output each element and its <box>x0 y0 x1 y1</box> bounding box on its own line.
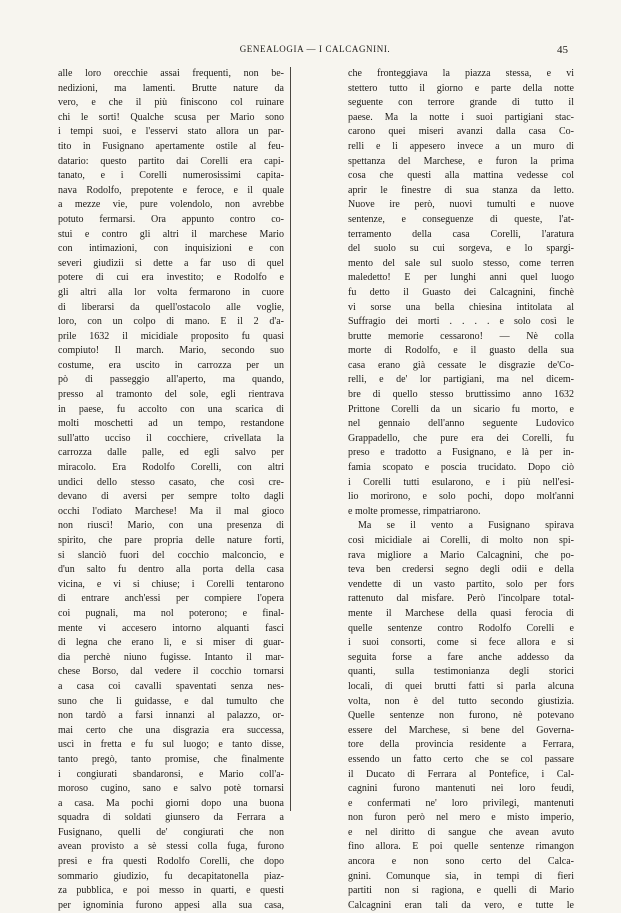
right-column <box>348 67 574 911</box>
text-line: stui e contro gli altri il marchese Mario <box>58 228 284 240</box>
text-line: compiuto! Il march. Mario, secondo suo <box>58 345 284 357</box>
text-line: severi giudizii si dette a far uso di quel <box>58 257 284 269</box>
text-line: bre di quello stesso bruttissimo anno 1632 <box>348 389 574 401</box>
text-line: dia perchè niuno fugisse. Intanto il mar- <box>58 651 284 663</box>
text-line: molti moschetti ad un tempo, restandone <box>58 418 284 430</box>
text-line: rattenuto dal misfare. Però l'incolpare total- <box>348 593 574 605</box>
text-line: quanti, sulla testimonianza degli storici <box>348 666 574 678</box>
text-line: suno che li guidasse, e dal tumulto che <box>58 695 284 707</box>
text-line: spettanza del Marchese, e furon la prima <box>348 155 574 167</box>
text-line: pò di passeggio all'aperto, ma quando, <box>58 374 284 386</box>
text-line: loro, con un colpo di mano. E il 2 d'a- <box>58 316 284 328</box>
text-line: potuto fermarsi. Ora appunto contro co- <box>58 213 284 225</box>
text-line: tanto pregò, tanto promise, che finalmente <box>58 753 284 765</box>
text-line: nel gennaio dell'anno seguente Ludovico <box>348 418 574 430</box>
text-line: carrozza dalle palle, ed egli salvo per <box>58 447 284 459</box>
text-line: si slanciò fuori del cocchio malconcio, e <box>58 549 284 561</box>
text-line: gnini. Comunque sia, in tempi di fieri <box>348 870 574 882</box>
text-line: lio morirono, e solo pochi, dopo molt'anni <box>348 491 574 503</box>
text-line: sommario giudizio, fu decapitatonella piaz- <box>58 870 284 882</box>
text-line: vero, e che il più finiscono col ruinare <box>58 97 284 109</box>
text-line: presi e fra questi Rodolfo Corelli, che dopo <box>58 856 284 868</box>
text-line: Nuove ire però, nuovi tumulti e nuove <box>348 199 574 211</box>
text-line: paese. Ma la notte i suoi partigiani stac- <box>348 111 574 123</box>
text-line: volta, non è del tutto secondo giustizia. <box>348 695 574 707</box>
text-line: mai certo che una disgrazia era successa, <box>58 724 284 736</box>
text-line: casa erano già cessate le disgrazie de'Co- <box>348 359 574 371</box>
text-line: ancora e non sono certo del Calca- <box>348 856 574 868</box>
text-line: Calcagnini eran tali da vero, e tutte le <box>348 899 574 911</box>
text-line: non tardò a farsi innanzi al palazzo, or- <box>58 710 284 722</box>
text-line: prile 1632 il micidiale proposito fu quasi <box>58 330 284 342</box>
text-line: Quelle sentenze non furono, nè potevano <box>348 710 574 722</box>
text-line: partiti non si ragiona, e quelli di Mario <box>348 885 574 897</box>
text-line: occhi l'odiato Marchese! Ma il mal gioco <box>58 505 284 517</box>
text-line: terramento della casa Corelli, l'aratura <box>348 228 574 240</box>
text-line: relli e li appesero invece a un muro di <box>348 140 574 152</box>
text-line: a casa coi cavalli spaventati senza nes- <box>58 680 284 692</box>
text-line: nava Rodolfo, prepotente e feroce, e il quale <box>58 184 284 196</box>
text-line: morte di Rodolfo, e il guasto della sua <box>348 345 574 357</box>
text-line: devano di aversi per sempre tolto dagli <box>58 491 284 503</box>
text-line: sentenze, e conseguenze di queste, l'at- <box>348 213 574 225</box>
text-line: Fusignano, quelli de' congiurati che non <box>58 826 284 838</box>
text-line: di legna che erano lì, e si miser di guar- <box>58 637 284 649</box>
text-line: con intimazioni, con inquisizioni e con <box>58 243 284 255</box>
text-line: mento del sale sul suolo stesso, come terren <box>348 257 574 269</box>
text-line: vicina, e vi si chiuse; i Corelli tentarono <box>58 578 284 590</box>
text-line: aprir le finestre di sua stanza da letto. <box>348 184 574 196</box>
text-line: avean provisto a sè stessi colla fuga, furono <box>58 841 284 853</box>
text-line: i suoi consorti, come si fece allora e si <box>348 637 574 649</box>
text-line: vi sorse una bella chiesina intitolata al <box>348 301 574 313</box>
text-line: nedizioni, ma lamenti. Brutte nature da <box>58 82 284 94</box>
text-line: teva ben credersi segno degli odii e della <box>348 564 574 576</box>
text-line: vendette di un vasto partito, solo per fors <box>348 578 574 590</box>
text-line: di liberarsi da quell'ostacolo alle voglie, <box>58 301 284 313</box>
text-line: presso al tramonto del sole, egli rientrava <box>58 389 284 401</box>
text-line: a mezze vie, pure volendolo, non avrebbe <box>58 199 284 211</box>
text-line: tito in Fusignano apertamente ostile al feu- <box>58 140 284 152</box>
text-line: in paese, fu accolto con una scarica di <box>58 403 284 415</box>
text-line: d'un salto fu dentro alla porta della casa <box>58 564 284 576</box>
page-number: 45 <box>557 44 568 56</box>
text-line: preso e tradotto a Fusignano, e là per in- <box>348 447 574 459</box>
text-line: brutte memorie cessarono! — Nè colla <box>348 330 574 342</box>
left-column <box>58 67 284 911</box>
text-line: i congiurati sbandaronsi, e Mario coll'a- <box>58 768 284 780</box>
text-line: miracolo. Era Rodolfo Corelli, con altri <box>58 462 284 474</box>
text-line: moroso cugino, sano e salvo potè tornarsi <box>58 783 284 795</box>
text-line: e nel diritto di sangue che avean avuto <box>348 826 574 838</box>
text-line: il Ducato di Ferrara al Pontefice, i Cal- <box>348 768 574 780</box>
text-line: non riuscì! Mario, con una presenza di <box>58 520 284 532</box>
text-line: mente vi accesero intorno alquanti fasci <box>58 622 284 634</box>
text-line: uscì in fretta e fu sul luogo; e tanto disse, <box>58 739 284 751</box>
text-line: stettero tutto il giorno e parte della notte <box>348 82 574 94</box>
text-line: chi le sorti! Qualche scusa per Mario sono <box>58 111 284 123</box>
text-line: locali, di quei brutti fatti si parla alcuna <box>348 680 574 692</box>
text-line: coi pugnali, ma nol poterono; e final- <box>58 607 284 619</box>
text-line: del suolo su cui sorgeva, e lo spargi- <box>348 243 574 255</box>
text-line: za pubblica, e poi messo in quarti, e questi <box>58 885 284 897</box>
text-line: potere di cui era investito; e Rodolfo e <box>58 272 284 284</box>
text-line: relli, e de' lor partigiani, ma nel dicem- <box>348 374 574 386</box>
text-line: undici dello stesso casato, che così cre- <box>58 476 284 488</box>
text-line: seguente con terrore grande di tutto il <box>348 97 574 109</box>
text-line: così micidiale ai Corelli, di molto non spi- <box>348 535 574 546</box>
text-line: non furon però nel mero e misto imperio, <box>348 812 574 824</box>
text-line: tore della provincia residente a Ferrara, <box>348 739 574 751</box>
text-line: che fronteggiava la piazza stessa, e vi <box>348 68 574 79</box>
text-line: i tempi suoi, e l'esservi stato allora un par- <box>58 126 284 138</box>
text-line: gli altri alla lor volta fermarono in cuore <box>58 286 284 298</box>
text-line: datario: questo partito dai Corelli era capi- <box>58 155 284 167</box>
text-line: alle loro orecchie assai frequenti, non be- <box>58 68 284 79</box>
text-columns <box>58 67 574 911</box>
text-line: di entrare anch'essi per compiere l'opera <box>58 593 284 605</box>
text-line: Suffragio dei morti . . . . e solo così le <box>348 316 574 328</box>
text-line: quelle sentenze contro Rodolfo Corelli e <box>348 622 574 634</box>
text-line: Grappadello, che pure era dei Corelli, fu <box>348 432 574 444</box>
text-line: cosa che questi alla mattina vedesse col <box>348 170 574 182</box>
text-line: seguita forse a fare anche addesso da <box>348 651 574 663</box>
text-line: rava migliore a Mario Calcagnini, che po- <box>348 549 574 561</box>
text-line: e molte promesse, rimpatriarono. <box>348 505 481 517</box>
text-line: cagnini furono mantenuti nei loro feudi, <box>348 783 574 795</box>
text-line: carono quei miseri avanzi dalla casa Co- <box>348 126 574 138</box>
text-line: e confermati ne' loro privilegi, mantenuti <box>348 797 574 809</box>
text-line: Ma se il vento a Fusignano spirava <box>358 520 574 532</box>
text-line: essendo un fatto certo che se col passare <box>348 753 574 765</box>
text-line: sull'atto ucciso il cocchiere, crivellata la <box>58 432 284 444</box>
text-line: costume, era uscito in carrozza per un <box>58 359 284 371</box>
text-line: essere del Marchese, sì bene del Governa- <box>348 724 574 736</box>
text-line: fu detto il Guasto dei Calcagnini, finchè <box>348 286 574 298</box>
text-line: per ignominia furono appesi alla sua casa, <box>58 899 284 911</box>
text-line: Prittone Corelli da un sicario fu morto, e <box>348 403 574 415</box>
text-line: fino allora. E poi quelle sentenze rimangon <box>348 841 574 853</box>
running-head <box>60 44 570 56</box>
text-line: mente il Marchese della quasi ferocia di <box>348 607 574 619</box>
running-title: GENEALOGIA — I CALCAGNINI. <box>239 44 391 54</box>
text-line: tanato, e i Corelli numerosissimi capita- <box>58 170 284 182</box>
text-line: squadra di soldati giunsero da Ferrara a <box>58 812 284 824</box>
text-line: famia scopato e poscia trucidato. Dopo ciò <box>348 462 574 474</box>
text-line: a casa. Ma pochi giorni dopo una buona <box>58 797 284 809</box>
text-line: chese Borso, dal vedere il cocchio tornarsi <box>58 666 284 678</box>
text-line: i Corelli tutti esularono, e i più nell'esi- <box>348 476 574 488</box>
text-line: spirito, che pare propria delle nature forti, <box>58 535 284 546</box>
text-line: maledetto! E per lunghi anni quel luogo <box>348 272 574 284</box>
